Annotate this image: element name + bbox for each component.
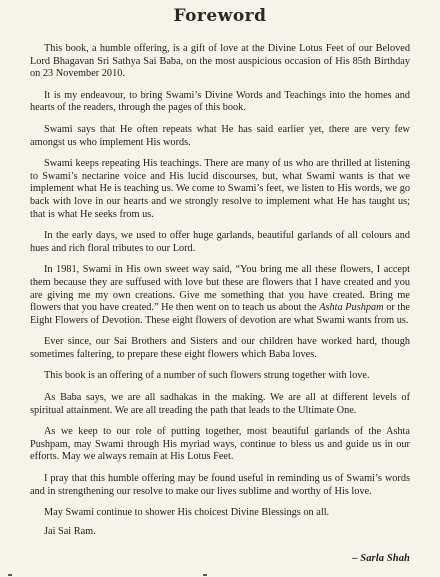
paragraph-6 — [30, 264, 410, 327]
paragraph-8: This book is an offering of a number of such flowers strung together with love. — [44, 370, 370, 382]
paragraph-6-part-2: or the Eight Flowers of Devotion. These eight flowers of devotion are what Swami wants from us. — [30, 302, 410, 326]
paragraph-11: I pray that this humble offering may be found useful in reminding us of Swami’s words and in strengthening our resolve to make our lives sublime and worthy of His love. — [30, 473, 410, 497]
paragraph-9: As Baba says, we are all sadhakas in the making. We are all at different levels of spiritual attainment. We are all treading the path that leads to the Ultimate One. — [30, 392, 410, 416]
paragraph-2: It is my endeavour, to bring Swami’s Divine Words and Teachings into the homes and hearts of the readers, through the pages of this book. — [30, 89, 410, 114]
paragraph-7: Ever since, our Sai Brothers and Sisters and our children have worked hard, though sometimes faltering, to prepare these eight flowers which Baba loves. — [30, 336, 410, 360]
paragraph-12: May Swami continue to shower His choicest Divine Blessings on all. — [44, 507, 330, 519]
ashta-pushpam-italic: Ashta Pushpam — [319, 302, 384, 314]
paragraph-3: Swami says that He often repeats what He has said earlier yet, there are very few amongst us who implement His words. — [30, 123, 410, 148]
page-title: Foreword — [173, 6, 267, 26]
crop-mark-left — [8, 574, 12, 576]
signature: – Sarla Shah — [352, 553, 410, 564]
paragraph-4: Swami keeps repeating His teachings. There are many of us who are thrilled at listening to Swami’s nectarine voice and His lucid discourses, but, what Swami wants is that we implement what He is teaching us. We come to Swami’s feet, we listen to His words, we go back with love in our hearts and we strongly resolve to implement what He has taught us; that is what He seeks from us. — [30, 158, 410, 220]
paragraph-10: As we keep to our role of putting together, most beautiful garlands of the Ashta Pushpam, may Swami through His myriad ways, continue to bless us and guide us in our efforts. May we always remain at His Lotus Feet. — [30, 426, 410, 463]
crop-mark-center — [203, 574, 207, 576]
paragraph-1: This book, a humble offering, is a gift of love at the Divine Lotus Feet of our Beloved Lord Bhagavan Sri Sathya Sai Baba, on the most auspicious occasion of His 85th Birthday on 23 November 2010. — [30, 43, 410, 80]
paragraph-6-part-1: In 1981, Swami in His own sweet way said, “You bring me all these flowers, I accept them because they are suffused with love but these are flowers that I have created and you are giving me my own creations. Give me something that you have created. Bring me flowers that you have created.” He then went on to teach us about the — [30, 264, 410, 314]
paragraph-13: Jai Sai Ram. — [44, 525, 96, 537]
page-edge-marks — [0, 572, 440, 577]
paragraph-5: In the early days, we used to offer huge garlands, beautiful garlands of all colours and hues and rich floral tributes to our Lord. — [30, 230, 410, 254]
